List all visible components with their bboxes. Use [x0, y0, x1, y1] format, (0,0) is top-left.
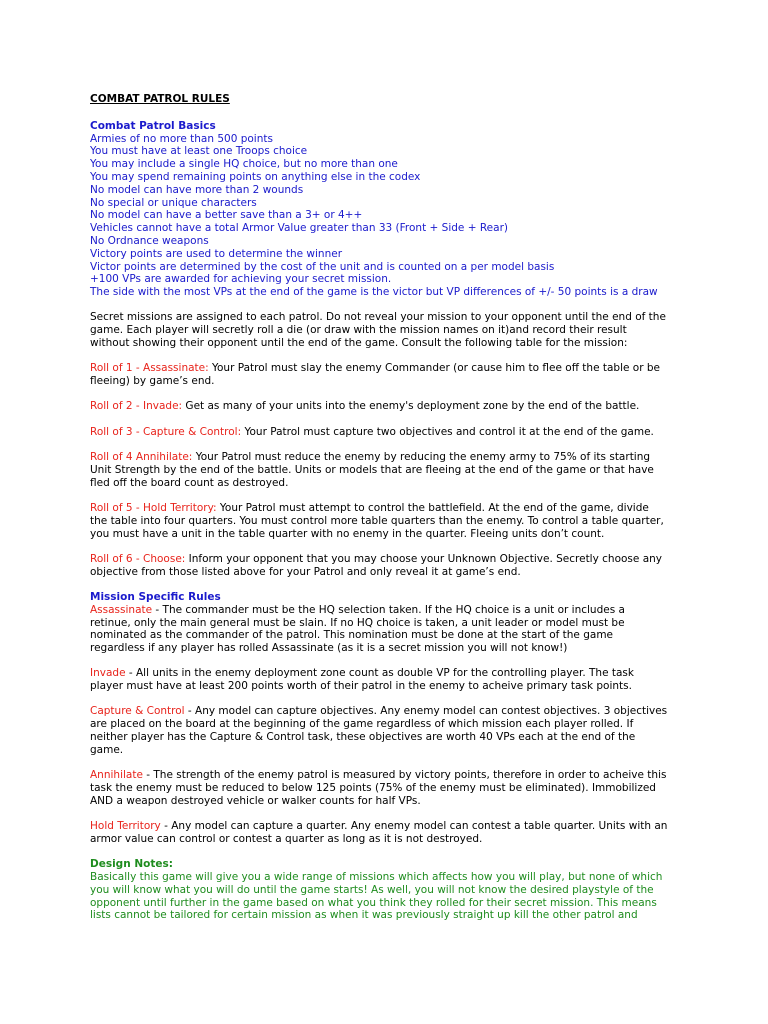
document-title: COMBAT PATROL RULES — [90, 93, 230, 105]
basics-item: Victor points are determined by the cost of the unit and is counted on a per model basis — [90, 260, 555, 273]
basics-item: You must have at least one Troops choice — [90, 145, 308, 158]
intro-line: Secret missions are assigned to each patrol. Do not reveal your mission to your opponent until the end of the — [90, 311, 666, 324]
roll-text: Inform your opponent that you may choose your Unknown Objective. Secretly choose any — [185, 552, 663, 565]
basics-item: +100 VPs are awarded for achieving your secret mission. — [90, 273, 392, 286]
roll-1-paragraph — [90, 362, 690, 388]
mission-rules-heading: Mission Specific Rules — [90, 590, 221, 603]
basics-item: Vehicles cannot have a total Armor Value greater than 33 (Front + Side + Rear) — [90, 222, 508, 235]
intro-line: without showing their opponent until the end of the game. Consult the following table for the mission: — [90, 337, 628, 350]
roll-label: Roll of 1 - Assassinate: — [90, 362, 209, 375]
basics-section — [90, 120, 690, 299]
roll-text: the table into four quarters. You must control more table quarters than the enemy. To control a table quarter, — [90, 514, 664, 527]
roll-label: Roll of 2 - Invade: — [90, 400, 183, 413]
roll-text: Get as many of your units into the enemy's deployment zone by the end of the battle. — [182, 400, 640, 413]
rule-text: - Any model can capture a quarter. Any enemy model can contest a table quarter. Units with an — [160, 820, 668, 833]
roll-6-paragraph — [90, 553, 690, 579]
roll-5-paragraph — [90, 502, 690, 540]
annihilate-rule — [90, 769, 690, 807]
design-notes-line: opponent until further in the game based on what you think they rolled for their secret mission. This means — [90, 896, 657, 909]
rule-text: - Any model can capture objectives. Any enemy model can contest objectives. 3 objectives — [184, 705, 668, 718]
basics-item: No Ordnance weapons — [90, 234, 209, 247]
invade-rule — [90, 667, 690, 693]
rule-text: armor value can control or contest a quarter as long as it is not destroyed. — [90, 832, 483, 845]
rule-text: - All units in the enemy deployment zone count as double VP for the controlling player. The task — [125, 667, 634, 680]
roll-label: Roll of 6 - Choose: — [90, 552, 186, 565]
hold-territory-rule — [90, 820, 690, 846]
roll-text: Your Patrol must attempt to control the battlefield. At the end of the game, divide — [216, 501, 649, 514]
roll-text: objective from those listed above for your Patrol and only reveal it at game’s end. — [90, 565, 521, 578]
roll-text: fled off the board count as destroyed. — [90, 476, 289, 489]
roll-text: you must have a unit in the table quarter with no enemy in the quarter. Fleeing units don’t count. — [90, 527, 605, 540]
rule-text: neither player has the Capture & Control task, these objectives are worth 40 VPs each at the end of the — [90, 731, 636, 744]
document-body — [90, 93, 690, 922]
intro-line: game. Each player will secretly roll a die (or draw with the mission names on it)and record their result — [90, 324, 627, 337]
rule-text: task the enemy must be reduced to below 125 points (75% of the enemy must be eliminated). Immobilized — [90, 781, 656, 794]
rule-text: nominated as the commander of the patrol. This nomination must be done at the start of the game — [90, 629, 614, 642]
basics-item: No special or unique characters — [90, 196, 257, 209]
design-notes-body — [90, 871, 690, 922]
rule-label: Invade — [90, 667, 126, 680]
design-notes-line: you will know what you will do until the game starts! As well, you will not know the desired playstyle of the — [90, 883, 654, 896]
roll-label: Roll of 4 Annihilate: — [90, 451, 193, 464]
rule-text: - The commander must be the HQ selection taken. If the HQ choice is a unit or includes a — [152, 603, 625, 616]
roll-label: Roll of 5 - Hold Territory: — [90, 501, 217, 514]
basics-item: Victory points are used to determine the winner — [90, 247, 343, 260]
design-notes-line: Basically this game will give you a wide range of missions which affects how you will play, but none of which — [90, 870, 663, 883]
assassinate-rule — [90, 604, 690, 655]
rule-text: regardless if any player has rolled Assassinate (as it is a secret mission you will not know!) — [90, 642, 568, 655]
basics-item: The side with the most VPs at the end of the game is the victor but VP differences of +/- 50 points is a draw — [90, 286, 658, 299]
rule-label: Annihilate — [90, 769, 143, 782]
basics-item: Armies of no more than 500 points — [90, 132, 273, 145]
design-notes-heading: Design Notes: — [90, 858, 173, 871]
roll-4-paragraph — [90, 451, 690, 489]
roll-text: Your Patrol must slay the enemy Commander (or cause him to flee off the table or be — [208, 362, 661, 375]
basics-item: You may spend remaining points on anything else in the codex — [90, 170, 421, 183]
basics-heading: Combat Patrol Basics — [90, 119, 216, 132]
rule-text: - The strength of the enemy patrol is measured by victory points, therefore in order to acheive this — [142, 769, 667, 782]
capture-control-rule — [90, 705, 690, 756]
rule-label: Capture & Control — [90, 705, 185, 718]
rule-text: player must have at least 200 points worth of their patrol in the enemy to acheive primary task points. — [90, 680, 632, 693]
rule-label: Assassinate — [90, 603, 153, 616]
roll-text: Your Patrol must reduce the enemy by reducing the enemy army to 75% of its starting — [192, 451, 651, 464]
roll-2-paragraph — [90, 400, 690, 413]
roll-label: Roll of 3 - Capture & Control: — [90, 425, 242, 438]
rule-text: game. — [90, 743, 124, 756]
rule-text: are placed on the board at the beginning of the game regardless of which mission each player rolled. If — [90, 718, 634, 731]
intro-paragraph — [90, 311, 690, 349]
roll-text: Your Patrol must capture two objectives and control it at the end of the game. — [241, 425, 654, 438]
rule-label: Hold Territory — [90, 820, 161, 833]
roll-text: fleeing) by game’s end. — [90, 375, 215, 388]
roll-3-paragraph — [90, 426, 690, 439]
rule-text: AND a weapon destroyed vehicle or walker counts for half VPs. — [90, 794, 421, 807]
basics-item: You may include a single HQ choice, but no more than one — [90, 158, 398, 171]
basics-item: No model can have a better save than a 3+ or 4++ — [90, 209, 363, 222]
design-notes-line: lists cannot be tailored for certain mission as when it was previously straight up kill the other patrol and — [90, 909, 638, 922]
roll-text: Unit Strength by the end of the battle. Units or models that are fleeing at the end of the game or that have — [90, 463, 654, 476]
rule-text: retinue, only the main general must be slain. If no HQ choice is taken, a unit leader or model must be — [90, 616, 625, 629]
basics-item: No model can have more than 2 wounds — [90, 183, 304, 196]
